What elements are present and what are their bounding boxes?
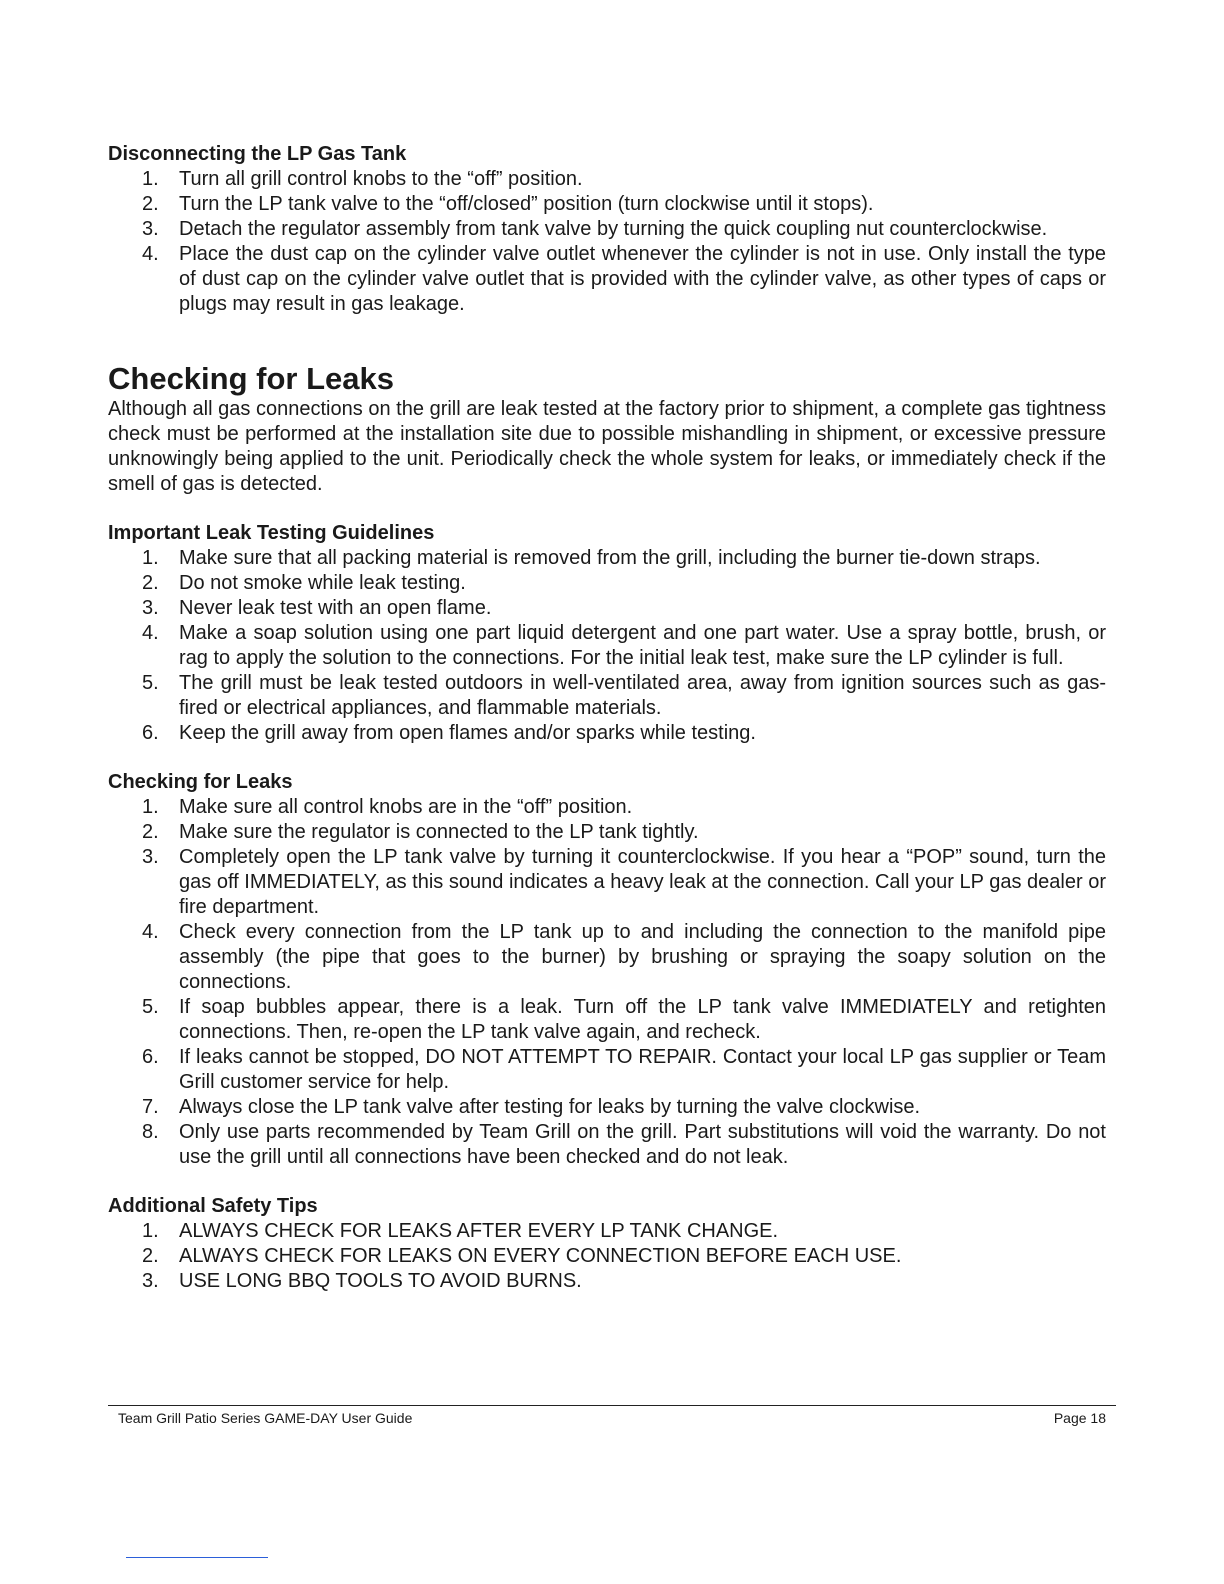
step-number: 5.	[142, 996, 159, 1018]
step-text: Completely open the LP tank valve by turning it counterclockwise. If you hear a “POP” sound, turn the gas off IMMEDIATELY, as this sound indicates a heavy leak at the connection. Call your LP gas dealer or fire department.	[179, 846, 1106, 918]
disconnect-steps	[108, 167, 1106, 317]
list-item	[108, 1120, 1106, 1170]
step-number: 3.	[142, 218, 159, 240]
list-item	[108, 1269, 1106, 1294]
step-text: Turn the LP tank valve to the “off/closed” position (turn clockwise until it stops).	[179, 193, 874, 215]
page-title: Checking for Leaks	[108, 361, 394, 396]
step-number: 4.	[142, 243, 159, 265]
step-number: 2.	[142, 572, 159, 594]
step-text: Check every connection from the LP tank up to and including the connection to the manifold pipe assembly (the pipe that goes to the burner) by brushing or spraying the soapy solution on the connections.	[179, 921, 1106, 993]
list-item	[108, 1219, 1106, 1244]
section-heading: Checking for Leaks	[108, 771, 293, 793]
step-text: Detach the regulator assembly from tank valve by turning the quick coupling nut counterclockwise.	[179, 218, 1048, 240]
footer-guide-title: Team Grill Patio Series GAME-DAY User Guide	[118, 1410, 413, 1426]
section-safety-tips	[108, 1194, 1106, 1294]
step-text: ALWAYS CHECK FOR LEAKS ON EVERY CONNECTION BEFORE EACH USE.	[179, 1245, 902, 1267]
list-item	[108, 167, 1106, 192]
safety-steps	[108, 1219, 1106, 1294]
list-item	[108, 217, 1106, 242]
step-number: 6.	[142, 722, 159, 744]
list-item	[108, 845, 1106, 920]
step-text: Turn all grill control knobs to the “off” position.	[179, 168, 583, 190]
step-number: 7.	[142, 1096, 159, 1118]
step-number: 2.	[142, 821, 159, 843]
page-number: Page 18	[1053, 1410, 1106, 1426]
step-text: Always close the LP tank valve after testing for leaks by turning the valve clockwise.	[179, 1096, 921, 1118]
leak-check-steps	[108, 795, 1106, 1170]
step-number: 2.	[142, 1245, 159, 1267]
step-number: 1.	[142, 168, 159, 190]
list-item	[108, 920, 1106, 995]
list-item	[108, 1095, 1106, 1120]
step-text: If soap bubbles appear, there is a leak. Turn off the LP tank valve IMMEDIATELY and retighten connections. Then, re-open the LP tank valve again, and recheck.	[179, 996, 1106, 1043]
list-item	[108, 621, 1106, 671]
page-footer	[108, 1405, 1116, 1426]
section-checking-for-leaks	[108, 361, 1106, 497]
list-item	[108, 1244, 1106, 1269]
step-text: Only use parts recommended by Team Grill on the grill. Part substitutions will void the warranty. Do not use the grill until all connections have been checked and do not leak.	[179, 1121, 1106, 1168]
list-item	[108, 721, 1106, 746]
step-text: Make sure that all packing material is removed from the grill, including the burner tie-down straps.	[179, 547, 1041, 569]
step-text: Keep the grill away from open flames and/or sparks while testing.	[179, 722, 756, 744]
intro-paragraph: Although all gas connections on the grill are leak tested at the factory prior to shipment, a complete gas tightness check must be performed at the installation site due to possible mishandling in shipment, or excessive pressure unknowingly being applied to the unit. Periodically check the whole system for leaks, or immediately check if the smell of gas is detected.	[108, 398, 1106, 495]
step-text: ALWAYS CHECK FOR LEAKS AFTER EVERY LP TANK CHANGE.	[179, 1220, 779, 1242]
step-text: Make sure all control knobs are in the “off” position.	[179, 796, 633, 818]
guideline-steps	[108, 546, 1106, 746]
step-text: Place the dust cap on the cylinder valve outlet whenever the cylinder is not in use. Only install the type of dust cap on the cylinder valve outlet that is provided with the cylinder valve, as other types of caps or plugs may result in gas leakage.	[179, 243, 1106, 315]
step-text: Make a soap solution using one part liquid detergent and one part water. Use a spray bottle, brush, or rag to apply the solution to the connections. For the initial leak test, make sure the LP cylinder is full.	[179, 622, 1106, 669]
section-disconnecting	[108, 142, 1106, 317]
list-item	[108, 1045, 1106, 1095]
step-number: 4.	[142, 622, 159, 644]
page-content	[108, 142, 1106, 1294]
step-text: The grill must be leak tested outdoors in well-ventilated area, away from ignition sources such as gas-fired or electrical appliances, and flammable materials.	[179, 672, 1106, 719]
step-number: 3.	[142, 1270, 159, 1292]
step-number: 4.	[142, 921, 159, 943]
list-item	[108, 596, 1106, 621]
list-item	[108, 671, 1106, 721]
step-number: 1.	[142, 1220, 159, 1242]
list-item	[108, 820, 1106, 845]
list-item	[108, 571, 1106, 596]
decorative-underline	[126, 1557, 268, 1558]
step-number: 6.	[142, 1046, 159, 1068]
step-number: 2.	[142, 193, 159, 215]
section-guidelines	[108, 521, 1106, 746]
section-heading: Important Leak Testing Guidelines	[108, 522, 435, 544]
step-text: Make sure the regulator is connected to the LP tank tightly.	[179, 821, 699, 843]
list-item	[108, 192, 1106, 217]
step-text: Never leak test with an open flame.	[179, 597, 492, 619]
step-number: 3.	[142, 846, 159, 868]
step-number: 3.	[142, 597, 159, 619]
step-text: USE LONG BBQ TOOLS TO AVOID BURNS.	[179, 1270, 582, 1292]
step-text: Do not smoke while leak testing.	[179, 572, 466, 594]
step-number: 8.	[142, 1121, 159, 1143]
list-item	[108, 995, 1106, 1045]
step-number: 1.	[142, 796, 159, 818]
list-item	[108, 546, 1106, 571]
section-heading: Disconnecting the LP Gas Tank	[108, 143, 407, 165]
step-number: 5.	[142, 672, 159, 694]
section-heading: Additional Safety Tips	[108, 1195, 318, 1217]
step-text: If leaks cannot be stopped, DO NOT ATTEMPT TO REPAIR. Contact your local LP gas supplier or Team Grill customer service for help.	[179, 1046, 1106, 1093]
step-number: 1.	[142, 547, 159, 569]
section-leak-check-steps	[108, 770, 1106, 1170]
list-item	[108, 795, 1106, 820]
list-item	[108, 242, 1106, 317]
